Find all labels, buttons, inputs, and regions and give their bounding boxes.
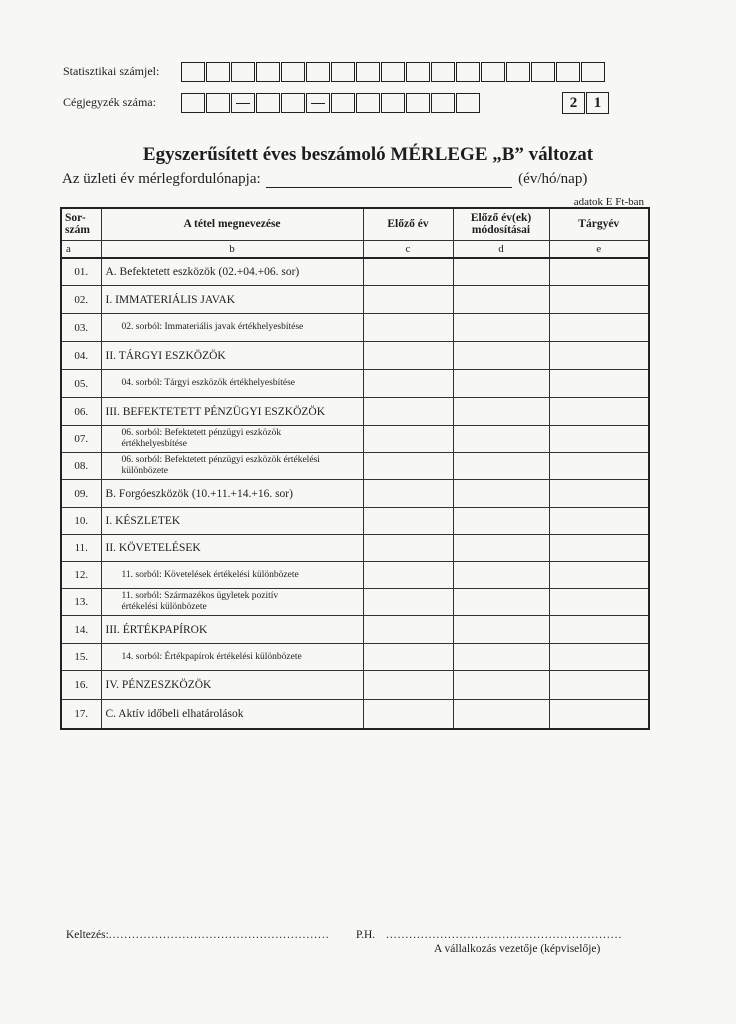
column-letter: b (101, 240, 363, 258)
stat-box[interactable] (181, 62, 205, 82)
stat-box[interactable] (406, 62, 430, 82)
row-label: 11. sorból: Követelések értékelési különbözete (101, 562, 363, 589)
reg-box[interactable] (206, 93, 230, 113)
row-label: III. ÉRTÉKPAPÍROK (101, 616, 363, 644)
table-row (61, 671, 649, 700)
row-number: 01. (61, 258, 101, 286)
date-line (66, 929, 330, 941)
column-letter: d (453, 240, 549, 258)
column-letter: e (549, 240, 649, 258)
reg-box[interactable] (356, 93, 380, 113)
stat-box[interactable] (381, 62, 405, 82)
stat-box[interactable] (581, 62, 605, 82)
stat-box[interactable] (231, 62, 255, 82)
current-year-cell[interactable] (549, 700, 649, 729)
reg-box[interactable] (331, 93, 355, 113)
form-code-digit: 1 (586, 92, 609, 114)
previous-year-cell[interactable] (363, 535, 453, 562)
header-current-year: Tárgyév (549, 208, 649, 240)
current-year-cell[interactable] (549, 426, 649, 453)
previous-year-cell[interactable] (363, 258, 453, 286)
row-label: B. Forgóeszközök (10.+11.+14.+16. sor) (101, 480, 363, 508)
row-label: 06. sorból: Befektetett pénzügyi eszközök értékelési különbözete (101, 453, 363, 480)
row-number: 08. (61, 453, 101, 480)
table-row (61, 508, 649, 535)
stat-box[interactable] (206, 62, 230, 82)
current-year-cell[interactable] (549, 342, 649, 370)
row-label: 11. sorból: Származékos ügyletek pozitív értékelési különbözete (101, 589, 363, 616)
row-label: I. IMMATERIÁLIS JAVAK (101, 286, 363, 314)
column-letter: a (61, 240, 101, 258)
fiscal-date-field[interactable] (266, 173, 512, 188)
fiscal-date-label: Az üzleti év mérlegfordulónapja: (62, 171, 261, 187)
signature-label: A vállalkozás vezetője (képviselője) (434, 943, 601, 955)
modification-cell[interactable] (453, 398, 549, 426)
fiscal-date-suffix: (év/hó/nap) (518, 171, 588, 187)
stat-box[interactable] (531, 62, 555, 82)
row-number: 06. (61, 398, 101, 426)
current-year-cell[interactable] (549, 370, 649, 398)
previous-year-cell[interactable] (363, 480, 453, 508)
header-modifications: Előző év(ek) módosításai (453, 208, 549, 240)
current-year-cell[interactable] (549, 480, 649, 508)
row-number: 13. (61, 589, 101, 616)
reg-separator (231, 93, 255, 113)
modification-cell[interactable] (453, 644, 549, 671)
current-year-cell[interactable] (549, 535, 649, 562)
table-row (61, 480, 649, 508)
previous-year-cell[interactable] (363, 286, 453, 314)
stat-box[interactable] (331, 62, 355, 82)
table-row (61, 616, 649, 644)
current-year-cell[interactable] (549, 398, 649, 426)
row-number: 09. (61, 480, 101, 508)
row-label: IV. PÉNZESZKÖZÖK (101, 671, 363, 700)
current-year-cell[interactable] (549, 644, 649, 671)
table-row (61, 314, 649, 342)
stat-box[interactable] (506, 62, 530, 82)
table-row (61, 426, 649, 453)
row-label: II. KÖVETELÉSEK (101, 535, 363, 562)
fiscal-date-line (62, 171, 587, 188)
modification-cell[interactable] (453, 616, 549, 644)
row-number: 12. (61, 562, 101, 589)
modification-cell[interactable] (453, 480, 549, 508)
row-label: 06. sorból: Befektetett pénzügyi eszközök értékhelyesbítése (101, 426, 363, 453)
row-number: 16. (61, 671, 101, 700)
previous-year-cell[interactable] (363, 616, 453, 644)
previous-year-cell[interactable] (363, 370, 453, 398)
table-row (61, 342, 649, 370)
row-label: 14. sorból: Értékpapírok értékelési különbözete (101, 644, 363, 671)
row-number: 07. (61, 426, 101, 453)
header-row-number: Sor- szám (61, 208, 101, 240)
current-year-cell[interactable] (549, 286, 649, 314)
page-title: Egyszerűsített éves beszámoló MÉRLEGE „B” változat (142, 144, 594, 165)
current-year-cell[interactable] (549, 562, 649, 589)
table-row (61, 370, 649, 398)
row-label: III. BEFEKTETETT PÉNZÜGYI ESZKÖZÖK (101, 398, 363, 426)
stamp-place-label: P.H. (356, 929, 376, 941)
modification-cell[interactable] (453, 370, 549, 398)
row-label: A. Befektetett eszközök (02.+04.+06. sor) (101, 258, 363, 286)
table-row (61, 644, 649, 671)
modification-cell[interactable] (453, 258, 549, 286)
table-row (61, 562, 649, 589)
row-label: C. Aktív időbeli elhatárolások (101, 700, 363, 729)
current-year-cell[interactable] (549, 589, 649, 616)
reg-box[interactable] (456, 93, 480, 113)
table-row (61, 258, 649, 286)
previous-year-cell[interactable] (363, 508, 453, 535)
modification-cell[interactable] (453, 671, 549, 700)
current-year-cell[interactable] (549, 314, 649, 342)
column-letter: c (363, 240, 453, 258)
stat-box[interactable] (556, 62, 580, 82)
stat-box[interactable] (256, 62, 280, 82)
row-number: 15. (61, 644, 101, 671)
current-year-cell[interactable] (549, 453, 649, 480)
previous-year-cell[interactable] (363, 342, 453, 370)
row-number: 04. (61, 342, 101, 370)
modification-cell[interactable] (453, 453, 549, 480)
row-number: 05. (61, 370, 101, 398)
form-code-digit: 2 (562, 92, 585, 114)
modification-cell[interactable] (453, 700, 549, 729)
modification-cell[interactable] (453, 286, 549, 314)
row-number: 11. (61, 535, 101, 562)
unit-note: adatok E Ft-ban (573, 196, 644, 208)
form-code (562, 92, 610, 114)
row-number: 02. (61, 286, 101, 314)
row-label: II. TÁRGYI ESZKÖZÖK (101, 342, 363, 370)
table-row (61, 589, 649, 616)
company-reg-label: Cégjegyzék száma: (63, 95, 156, 109)
previous-year-cell[interactable] (363, 671, 453, 700)
header-item-name: A tétel megnevezése (101, 208, 363, 240)
current-year-cell[interactable] (549, 616, 649, 644)
reg-box[interactable] (381, 93, 405, 113)
stat-box[interactable] (306, 62, 330, 82)
previous-year-cell[interactable] (363, 398, 453, 426)
stat-number-label: Statisztikai számjel: (63, 64, 160, 78)
modification-cell[interactable] (453, 589, 549, 616)
current-year-cell[interactable] (549, 258, 649, 286)
previous-year-cell[interactable] (363, 453, 453, 480)
reg-box[interactable] (181, 93, 205, 113)
current-year-cell[interactable] (549, 671, 649, 700)
stat-box[interactable] (356, 62, 380, 82)
table-row (61, 535, 649, 562)
table-row (61, 286, 649, 314)
modification-cell[interactable] (453, 314, 549, 342)
previous-year-cell[interactable] (363, 314, 453, 342)
stat-box[interactable] (281, 62, 305, 82)
column-letter-row (61, 240, 649, 258)
row-number: 14. (61, 616, 101, 644)
stat-box[interactable] (456, 62, 480, 82)
stat-box[interactable] (481, 62, 505, 82)
reg-box[interactable] (281, 93, 305, 113)
row-label: 02. sorból: Immateriális javak értékhelyesbítése (101, 314, 363, 342)
modification-cell[interactable] (453, 508, 549, 535)
current-year-cell[interactable] (549, 508, 649, 535)
previous-year-cell[interactable] (363, 644, 453, 671)
previous-year-cell[interactable] (363, 562, 453, 589)
row-label: I. KÉSZLETEK (101, 508, 363, 535)
reg-box[interactable] (256, 93, 280, 113)
modification-cell[interactable] (453, 342, 549, 370)
table-row (61, 453, 649, 480)
reg-box[interactable] (406, 93, 430, 113)
balance-sheet-table (60, 207, 650, 730)
stat-box[interactable] (431, 62, 455, 82)
row-number: 17. (61, 700, 101, 729)
modification-cell[interactable] (453, 426, 549, 453)
stat-number-boxes[interactable] (181, 62, 606, 82)
modification-cell[interactable] (453, 535, 549, 562)
date-field[interactable]: ......................................................... (108, 929, 330, 941)
table-row (61, 700, 649, 729)
company-reg-boxes[interactable] (181, 93, 481, 113)
reg-box[interactable] (431, 93, 455, 113)
previous-year-cell[interactable] (363, 589, 453, 616)
signature-field[interactable]: ............................................................. (386, 929, 623, 941)
previous-year-cell[interactable] (363, 426, 453, 453)
row-number: 03. (61, 314, 101, 342)
reg-separator (306, 93, 330, 113)
header-previous-year: Előző év (363, 208, 453, 240)
date-label: Keltezés: (66, 929, 109, 941)
row-number: 10. (61, 508, 101, 535)
table-row (61, 398, 649, 426)
modification-cell[interactable] (453, 562, 549, 589)
row-label: 04. sorból: Tárgyi eszközök értékhelyesbítése (101, 370, 363, 398)
previous-year-cell[interactable] (363, 700, 453, 729)
